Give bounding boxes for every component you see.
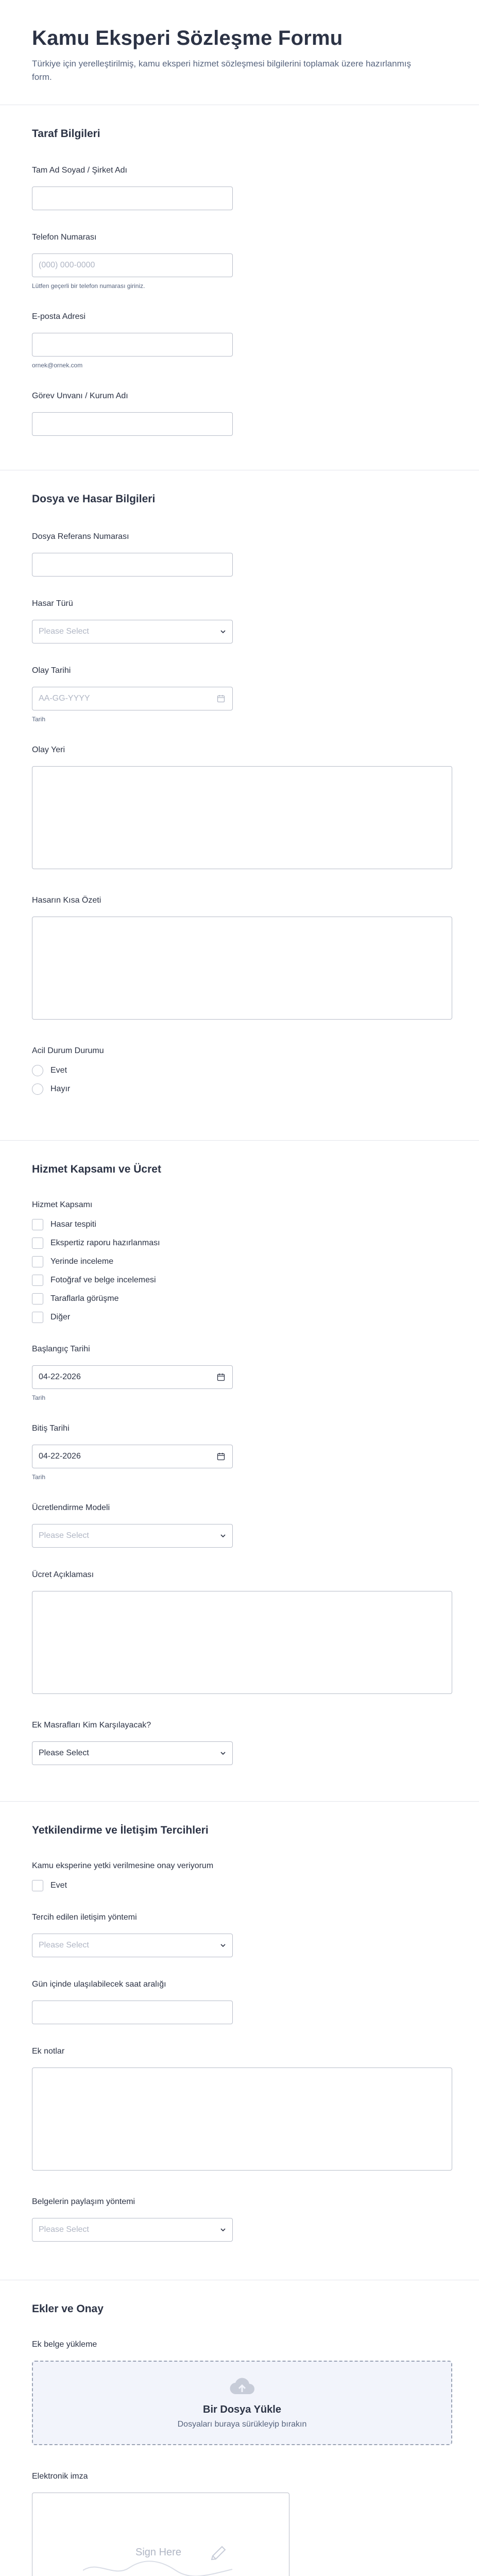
phone-sublabel: Lütfen geçerli bir telefon numarası giriniz.: [32, 282, 145, 290]
date-placeholder: AA-GG-YYYY: [39, 694, 90, 703]
location-textarea[interactable]: [32, 766, 452, 869]
calendar-icon[interactable]: [217, 694, 225, 705]
incident-date-input[interactable]: [32, 687, 233, 710]
checkbox-label: Hasar tespiti: [50, 1220, 96, 1229]
section-parties: [0, 105, 479, 470]
field-label: Tam Ad Soyad / Şirket Adı: [32, 166, 127, 175]
role-input[interactable]: [32, 412, 233, 436]
pricing-model-select[interactable]: [32, 1524, 233, 1548]
form-title: Kamu Eksperi Sözleşme Formu: [32, 27, 343, 49]
checkbox-label: Yerinde inceleme: [50, 1257, 114, 1266]
select-value: Please Select: [39, 1749, 89, 1757]
checkbox[interactable]: [32, 1238, 43, 1249]
radio-label: Hayır: [50, 1084, 71, 1093]
checkbox-option[interactable]: [32, 1238, 447, 1249]
field-label: Ek notlar: [32, 2047, 65, 2056]
section-attachments: [0, 2280, 479, 2576]
checkbox-label: Ekspertiz raporu hazırlanması: [50, 1239, 160, 1247]
upload-title: Bir Dosya Yükle: [203, 2404, 281, 2415]
chevron-down-icon: [220, 1533, 226, 1539]
chevron-down-icon: [220, 1942, 226, 1948]
signature-pad[interactable]: [32, 2493, 289, 2576]
field-label: Hizmet Kapsamı: [32, 1200, 93, 1209]
section-title: Ekler ve Onay: [32, 2303, 104, 2315]
field-label: Gün içinde ulaşılabilecek saat aralığı: [32, 1980, 166, 1989]
checkbox[interactable]: [32, 1293, 43, 1304]
date-sublabel: Tarih: [32, 1473, 46, 1481]
checkbox[interactable]: [32, 1880, 43, 1891]
checkbox-option[interactable]: [32, 1256, 447, 1267]
field-label: Ek belge yükleme: [32, 2340, 97, 2349]
expense-select[interactable]: [32, 1741, 233, 1765]
field-label: Hasarın Kısa Özeti: [32, 896, 101, 905]
field-label: Ek Masrafları Kim Karşılayacak?: [32, 1721, 151, 1730]
field-label: Telefon Numarası: [32, 233, 97, 242]
checkbox[interactable]: [32, 1256, 43, 1267]
cloud-upload-icon: [229, 2377, 255, 2399]
calendar-icon[interactable]: [217, 1452, 225, 1463]
select-placeholder: Please Select: [39, 627, 89, 636]
field-label: Ücret Açıklaması: [32, 1570, 94, 1579]
share-method-select[interactable]: [32, 2218, 233, 2242]
checkbox[interactable]: [32, 1312, 43, 1323]
end-date-value: 04-22-2026: [39, 1452, 81, 1461]
field-label: Belgelerin paylaşım yöntemi: [32, 2197, 135, 2206]
phone-input[interactable]: [32, 253, 233, 277]
field-label: Olay Tarihi: [32, 666, 71, 675]
checkbox-option[interactable]: [32, 1219, 447, 1230]
form-header: [0, 0, 479, 105]
date-sublabel: Tarih: [32, 716, 46, 723]
chevron-down-icon: [220, 1750, 226, 1756]
field-label: Dosya Referans Numarası: [32, 532, 129, 541]
chevron-down-icon: [220, 629, 226, 635]
phone-placeholder: (000) 000-0000: [39, 261, 95, 269]
section-claim: [0, 470, 479, 1140]
field-label: E-posta Adresi: [32, 312, 86, 321]
field-label: Acil Durum Durumu: [32, 1046, 104, 1055]
form-description: Türkiye için yerelleştirilmiş, kamu eksperi hizmet sözleşmesi bilgilerini toplamak üzere hazırlanmış form.: [32, 59, 411, 82]
field-label: Elektronik imza: [32, 2472, 88, 2481]
checkbox-label: Taraflarla görüşme: [50, 1294, 119, 1303]
calendar-icon[interactable]: [217, 1373, 225, 1384]
field-label: Bitiş Tarihi: [32, 1424, 70, 1433]
checkbox-label: Diğer: [50, 1313, 71, 1321]
radio-button[interactable]: [32, 1065, 43, 1076]
email-sublabel: ornek@ornek.com: [32, 362, 83, 369]
summary-textarea[interactable]: [32, 917, 452, 1020]
file-upload-dropzone[interactable]: [32, 2361, 452, 2445]
section-scope: [0, 1141, 479, 1801]
field-label: Görev Unvanı / Kurum Adı: [32, 392, 128, 400]
reference-input[interactable]: [32, 553, 233, 577]
radio-option[interactable]: [32, 1083, 447, 1095]
signature-placeholder: Sign Here: [135, 2547, 181, 2558]
field-label: Tercih edilen iletişim yöntemi: [32, 1913, 137, 1922]
select-placeholder: Please Select: [39, 2225, 89, 2234]
end-date-input[interactable]: [32, 1445, 233, 1468]
section-title: Taraf Bilgileri: [32, 128, 100, 140]
checkbox-option[interactable]: [32, 1293, 447, 1304]
signature-squiggle: [83, 2555, 232, 2576]
select-placeholder: Please Select: [39, 1941, 89, 1950]
hours-input[interactable]: [32, 2001, 233, 2024]
chevron-down-icon: [220, 2227, 226, 2233]
checkbox-option[interactable]: [32, 1880, 447, 1891]
checkbox[interactable]: [32, 1219, 43, 1230]
section-title: Hizmet Kapsamı ve Ücret: [32, 1163, 161, 1175]
section-authorization: [0, 1802, 479, 2280]
field-label: Başlangıç Tarihi: [32, 1345, 90, 1353]
fee-textarea[interactable]: [32, 1591, 452, 1694]
full-name-input[interactable]: [32, 187, 233, 210]
field-label: Kamu eksperine yetki verilmesine onay veriyorum: [32, 1861, 214, 1870]
checkbox-label: Fotoğraf ve belge incelemesi: [50, 1276, 156, 1284]
section-title: Yetkilendirme ve İletişim Tercihleri: [32, 1824, 209, 1836]
notes-textarea[interactable]: [32, 2067, 452, 2171]
email-input[interactable]: [32, 333, 233, 357]
radio-label: Evet: [50, 1066, 67, 1075]
field-label: Olay Yeri: [32, 745, 65, 754]
radio-option[interactable]: [32, 1065, 447, 1076]
checkbox[interactable]: [32, 1275, 43, 1286]
field-label: Ücretlendirme Modeli: [32, 1503, 110, 1512]
section-title: Dosya ve Hasar Bilgileri: [32, 493, 156, 505]
start-date-value: 04-22-2026: [39, 1372, 81, 1381]
select-placeholder: Please Select: [39, 1531, 89, 1540]
upload-subtitle: Dosyaları buraya sürükleyip bırakın: [177, 2420, 307, 2429]
date-sublabel: Tarih: [32, 1394, 46, 1401]
checkbox-option[interactable]: [32, 1312, 447, 1323]
radio-button[interactable]: [32, 1083, 43, 1095]
start-date-input[interactable]: [32, 1365, 233, 1389]
checkbox-label: Evet: [50, 1881, 67, 1890]
checkbox-option[interactable]: [32, 1275, 447, 1286]
contact-method-select[interactable]: [32, 1934, 233, 1957]
claim-type-select[interactable]: [32, 620, 233, 643]
field-label: Hasar Türü: [32, 599, 73, 608]
